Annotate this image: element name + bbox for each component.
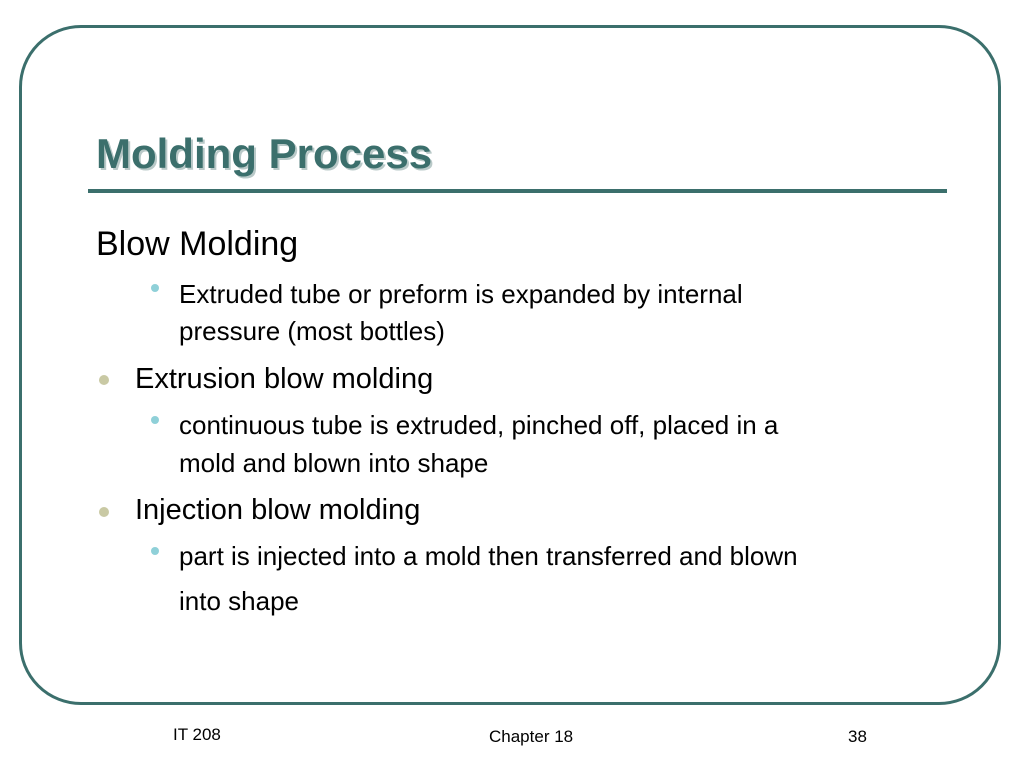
- sub-bullet-text: pressure (most bottles): [179, 316, 445, 346]
- bullet-text: Extrusion blow molding: [135, 363, 434, 395]
- sub-bullet-text: continuous tube is extruded, pinched off, placed in a: [179, 410, 779, 440]
- sub-bullet-text: part is injected into a mold then transferred and blown: [179, 541, 798, 571]
- sub-bullet-icon: [151, 416, 159, 424]
- slide-number: 38: [848, 727, 867, 746]
- bullet-icon: [99, 375, 109, 385]
- sub-bullet-text: mold and blown into shape: [179, 448, 489, 478]
- sub-bullet-icon: [151, 284, 159, 292]
- sub-bullet-text: Extruded tube or preform is expanded by internal: [179, 279, 743, 309]
- footer-chapter: Chapter 18: [489, 727, 574, 746]
- sub-bullet-icon: [151, 547, 159, 555]
- sub-bullet-text: into shape: [179, 586, 299, 616]
- title-underline: [88, 189, 947, 193]
- heading-blow-molding: Blow Molding: [96, 225, 299, 263]
- footer-course: IT 208: [173, 725, 221, 744]
- bullet-icon: [99, 507, 109, 517]
- bullet-text: Injection blow molding: [135, 494, 421, 526]
- slide-title: Molding Process: [96, 130, 433, 177]
